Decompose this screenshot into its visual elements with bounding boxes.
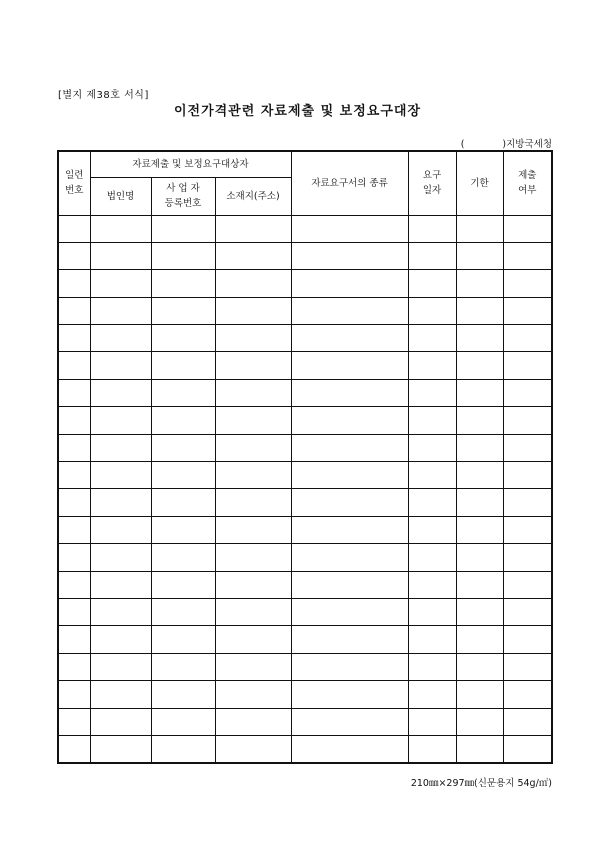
cell-deadline[interactable] bbox=[456, 270, 503, 297]
cell-deadline[interactable] bbox=[456, 325, 503, 352]
cell-deadline[interactable] bbox=[456, 379, 503, 406]
table-row bbox=[58, 544, 552, 571]
cell-corporation-name[interactable] bbox=[90, 681, 151, 708]
cell-corporation-name[interactable] bbox=[90, 735, 151, 763]
cell-corporation-name[interactable] bbox=[90, 516, 151, 543]
cell-deadline[interactable] bbox=[456, 735, 503, 763]
table-row bbox=[58, 489, 552, 516]
cell-business-registration-number[interactable] bbox=[151, 681, 215, 708]
cell-document-type[interactable] bbox=[291, 598, 408, 625]
cell-submission-status[interactable] bbox=[503, 735, 552, 763]
table-row bbox=[58, 626, 552, 653]
cell-document-type[interactable] bbox=[291, 681, 408, 708]
cell-serial-number[interactable] bbox=[58, 379, 90, 406]
cell-submission-status[interactable] bbox=[503, 270, 552, 297]
header-corporation-name: 법인명 bbox=[90, 177, 151, 215]
cell-serial-number[interactable] bbox=[58, 407, 90, 434]
cell-address[interactable] bbox=[215, 297, 291, 324]
cell-business-registration-number[interactable] bbox=[151, 598, 215, 625]
table-row bbox=[58, 462, 552, 489]
cell-serial-number[interactable] bbox=[58, 516, 90, 543]
table-row bbox=[58, 297, 552, 324]
cell-deadline[interactable] bbox=[456, 434, 503, 461]
table-row bbox=[58, 708, 552, 735]
cell-submission-status[interactable] bbox=[503, 544, 552, 571]
office-paren-open: ( bbox=[460, 139, 465, 150]
ledger-body bbox=[58, 215, 552, 763]
cell-serial-number[interactable] bbox=[58, 544, 90, 571]
cell-document-type[interactable] bbox=[291, 653, 408, 680]
cell-business-registration-number[interactable] bbox=[151, 489, 215, 516]
cell-serial-number[interactable] bbox=[58, 325, 90, 352]
cell-serial-number[interactable] bbox=[58, 626, 90, 653]
cell-submission-status[interactable] bbox=[503, 598, 552, 625]
cell-serial-number[interactable] bbox=[58, 352, 90, 379]
cell-serial-number[interactable] bbox=[58, 735, 90, 763]
cell-business-registration-number[interactable] bbox=[151, 297, 215, 324]
cell-document-type[interactable] bbox=[291, 407, 408, 434]
table-row bbox=[58, 735, 552, 763]
cell-serial-number[interactable] bbox=[58, 653, 90, 680]
table-row bbox=[58, 352, 552, 379]
cell-business-registration-number[interactable] bbox=[151, 215, 215, 242]
table-row bbox=[58, 407, 552, 434]
cell-request-date[interactable] bbox=[408, 215, 456, 242]
cell-submission-status[interactable] bbox=[503, 626, 552, 653]
cell-request-date[interactable] bbox=[408, 626, 456, 653]
cell-request-date[interactable] bbox=[408, 352, 456, 379]
cell-business-registration-number[interactable] bbox=[151, 270, 215, 297]
cell-document-type[interactable] bbox=[291, 489, 408, 516]
cell-business-registration-number[interactable] bbox=[151, 379, 215, 406]
cell-deadline[interactable] bbox=[456, 407, 503, 434]
cell-address[interactable] bbox=[215, 544, 291, 571]
form-number-label: [별지 제38호 서식] bbox=[58, 90, 149, 101]
cell-request-date[interactable] bbox=[408, 489, 456, 516]
header-business-registration-number: 사 업 자 등록번호 bbox=[151, 177, 215, 215]
cell-deadline[interactable] bbox=[456, 215, 503, 242]
table-row bbox=[58, 571, 552, 598]
cell-serial-number[interactable] bbox=[58, 297, 90, 324]
regional-office-label bbox=[461, 136, 552, 150]
cell-document-type[interactable] bbox=[291, 434, 408, 461]
cell-address[interactable] bbox=[215, 379, 291, 406]
cell-address[interactable] bbox=[215, 735, 291, 763]
cell-serial-number[interactable] bbox=[58, 681, 90, 708]
cell-corporation-name[interactable] bbox=[90, 325, 151, 352]
cell-address[interactable] bbox=[215, 571, 291, 598]
cell-submission-status[interactable] bbox=[503, 352, 552, 379]
cell-business-registration-number[interactable] bbox=[151, 407, 215, 434]
cell-request-date[interactable] bbox=[408, 297, 456, 324]
cell-address[interactable] bbox=[215, 434, 291, 461]
cell-business-registration-number[interactable] bbox=[151, 708, 215, 735]
cell-address[interactable] bbox=[215, 681, 291, 708]
cell-request-date[interactable] bbox=[408, 544, 456, 571]
cell-business-registration-number[interactable] bbox=[151, 434, 215, 461]
cell-serial-number[interactable] bbox=[58, 598, 90, 625]
cell-address[interactable] bbox=[215, 598, 291, 625]
cell-request-date[interactable] bbox=[408, 325, 456, 352]
office-suffix: )지방국세청 bbox=[502, 139, 552, 150]
cell-address[interactable] bbox=[215, 516, 291, 543]
cell-request-date[interactable] bbox=[408, 379, 456, 406]
cell-corporation-name[interactable] bbox=[90, 462, 151, 489]
cell-business-registration-number[interactable] bbox=[151, 544, 215, 571]
cell-serial-number[interactable] bbox=[58, 215, 90, 242]
ledger-table bbox=[57, 150, 553, 764]
cell-business-registration-number[interactable] bbox=[151, 735, 215, 763]
cell-request-date[interactable] bbox=[408, 571, 456, 598]
cell-serial-number[interactable] bbox=[58, 434, 90, 461]
cell-document-type[interactable] bbox=[291, 571, 408, 598]
cell-business-registration-number[interactable] bbox=[151, 571, 215, 598]
table-row bbox=[58, 270, 552, 297]
cell-submission-status[interactable] bbox=[503, 653, 552, 680]
cell-corporation-name[interactable] bbox=[90, 297, 151, 324]
table-row bbox=[58, 242, 552, 269]
cell-corporation-name[interactable] bbox=[90, 708, 151, 735]
cell-request-date[interactable] bbox=[408, 708, 456, 735]
cell-deadline[interactable] bbox=[456, 708, 503, 735]
table-row bbox=[58, 325, 552, 352]
table-row bbox=[58, 681, 552, 708]
cell-document-type[interactable] bbox=[291, 516, 408, 543]
cell-corporation-name[interactable] bbox=[90, 598, 151, 625]
cell-corporation-name[interactable] bbox=[90, 626, 151, 653]
table-row bbox=[58, 598, 552, 625]
header-deadline: 기한 bbox=[456, 151, 503, 215]
cell-address[interactable] bbox=[215, 270, 291, 297]
cell-address[interactable] bbox=[215, 626, 291, 653]
cell-business-registration-number[interactable] bbox=[151, 352, 215, 379]
cell-address[interactable] bbox=[215, 708, 291, 735]
cell-request-date[interactable] bbox=[408, 516, 456, 543]
cell-submission-status[interactable] bbox=[503, 407, 552, 434]
cell-document-type[interactable] bbox=[291, 544, 408, 571]
cell-deadline[interactable] bbox=[456, 516, 503, 543]
cell-document-type[interactable] bbox=[291, 735, 408, 763]
cell-request-date[interactable] bbox=[408, 598, 456, 625]
cell-address[interactable] bbox=[215, 325, 291, 352]
cell-submission-status[interactable] bbox=[503, 708, 552, 735]
table-row bbox=[58, 215, 552, 242]
cell-deadline[interactable] bbox=[456, 297, 503, 324]
page-title: 이전가격관련 자료제출 및 보정요구대장 bbox=[173, 104, 422, 119]
cell-serial-number[interactable] bbox=[58, 242, 90, 269]
cell-corporation-name[interactable] bbox=[90, 379, 151, 406]
cell-serial-number[interactable] bbox=[58, 270, 90, 297]
cell-deadline[interactable] bbox=[456, 626, 503, 653]
cell-request-date[interactable] bbox=[408, 681, 456, 708]
cell-submission-status[interactable] bbox=[503, 516, 552, 543]
cell-deadline[interactable] bbox=[456, 571, 503, 598]
cell-deadline[interactable] bbox=[456, 242, 503, 269]
cell-address[interactable] bbox=[215, 489, 291, 516]
cell-business-registration-number[interactable] bbox=[151, 462, 215, 489]
cell-corporation-name[interactable] bbox=[90, 571, 151, 598]
cell-deadline[interactable] bbox=[456, 544, 503, 571]
cell-corporation-name[interactable] bbox=[90, 653, 151, 680]
cell-address[interactable] bbox=[215, 352, 291, 379]
cell-request-date[interactable] bbox=[408, 270, 456, 297]
cell-serial-number[interactable] bbox=[58, 571, 90, 598]
table-row bbox=[58, 434, 552, 461]
cell-address[interactable] bbox=[215, 653, 291, 680]
cell-submission-status[interactable] bbox=[503, 462, 552, 489]
cell-serial-number[interactable] bbox=[58, 489, 90, 516]
cell-document-type[interactable] bbox=[291, 242, 408, 269]
cell-submission-status[interactable] bbox=[503, 489, 552, 516]
cell-business-registration-number[interactable] bbox=[151, 325, 215, 352]
cell-document-type[interactable] bbox=[291, 462, 408, 489]
cell-business-registration-number[interactable] bbox=[151, 242, 215, 269]
cell-document-type[interactable] bbox=[291, 325, 408, 352]
cell-request-date[interactable] bbox=[408, 434, 456, 461]
cell-serial-number[interactable] bbox=[58, 462, 90, 489]
cell-request-date[interactable] bbox=[408, 735, 456, 763]
header-submission-status: 제출 여부 bbox=[503, 151, 552, 215]
cell-submission-status[interactable] bbox=[503, 297, 552, 324]
paper-spec-footer: 210㎜×297㎜(신문용지 54g/㎡) bbox=[410, 778, 552, 789]
cell-document-type[interactable] bbox=[291, 626, 408, 653]
cell-submission-status[interactable] bbox=[503, 325, 552, 352]
cell-submission-status[interactable] bbox=[503, 242, 552, 269]
cell-document-type[interactable] bbox=[291, 270, 408, 297]
cell-deadline[interactable] bbox=[456, 681, 503, 708]
cell-corporation-name[interactable] bbox=[90, 242, 151, 269]
cell-document-type[interactable] bbox=[291, 352, 408, 379]
cell-submission-status[interactable] bbox=[503, 379, 552, 406]
header-request-date: 요구 일자 bbox=[408, 151, 456, 215]
cell-corporation-name[interactable] bbox=[90, 544, 151, 571]
header-serial-number: 일련 번호 bbox=[58, 151, 90, 215]
cell-submission-status[interactable] bbox=[503, 571, 552, 598]
table-row bbox=[58, 379, 552, 406]
cell-address[interactable] bbox=[215, 407, 291, 434]
cell-deadline[interactable] bbox=[456, 653, 503, 680]
cell-corporation-name[interactable] bbox=[90, 407, 151, 434]
cell-deadline[interactable] bbox=[456, 462, 503, 489]
cell-submission-status[interactable] bbox=[503, 215, 552, 242]
cell-document-type[interactable] bbox=[291, 379, 408, 406]
cell-address[interactable] bbox=[215, 215, 291, 242]
cell-document-type[interactable] bbox=[291, 215, 408, 242]
cell-deadline[interactable] bbox=[456, 352, 503, 379]
cell-corporation-name[interactable] bbox=[90, 352, 151, 379]
cell-request-date[interactable] bbox=[408, 462, 456, 489]
header-document-type: 자료요구서의 종류 bbox=[291, 151, 408, 215]
cell-corporation-name[interactable] bbox=[90, 270, 151, 297]
table-row bbox=[58, 653, 552, 680]
cell-request-date[interactable] bbox=[408, 407, 456, 434]
cell-address[interactable] bbox=[215, 242, 291, 269]
cell-corporation-name[interactable] bbox=[90, 489, 151, 516]
cell-request-date[interactable] bbox=[408, 653, 456, 680]
cell-document-type[interactable] bbox=[291, 297, 408, 324]
cell-corporation-name[interactable] bbox=[90, 215, 151, 242]
cell-corporation-name[interactable] bbox=[90, 434, 151, 461]
cell-submission-status[interactable] bbox=[503, 434, 552, 461]
table-row bbox=[58, 516, 552, 543]
cell-serial-number[interactable] bbox=[58, 708, 90, 735]
header-target-group: 자료제출 및 보정요구대상자 bbox=[90, 151, 291, 177]
cell-submission-status[interactable] bbox=[503, 681, 552, 708]
cell-business-registration-number[interactable] bbox=[151, 516, 215, 543]
cell-document-type[interactable] bbox=[291, 708, 408, 735]
cell-address[interactable] bbox=[215, 462, 291, 489]
cell-business-registration-number[interactable] bbox=[151, 653, 215, 680]
cell-request-date[interactable] bbox=[408, 242, 456, 269]
header-address: 소재지(주소) bbox=[215, 177, 291, 215]
cell-deadline[interactable] bbox=[456, 489, 503, 516]
cell-business-registration-number[interactable] bbox=[151, 626, 215, 653]
cell-deadline[interactable] bbox=[456, 598, 503, 625]
